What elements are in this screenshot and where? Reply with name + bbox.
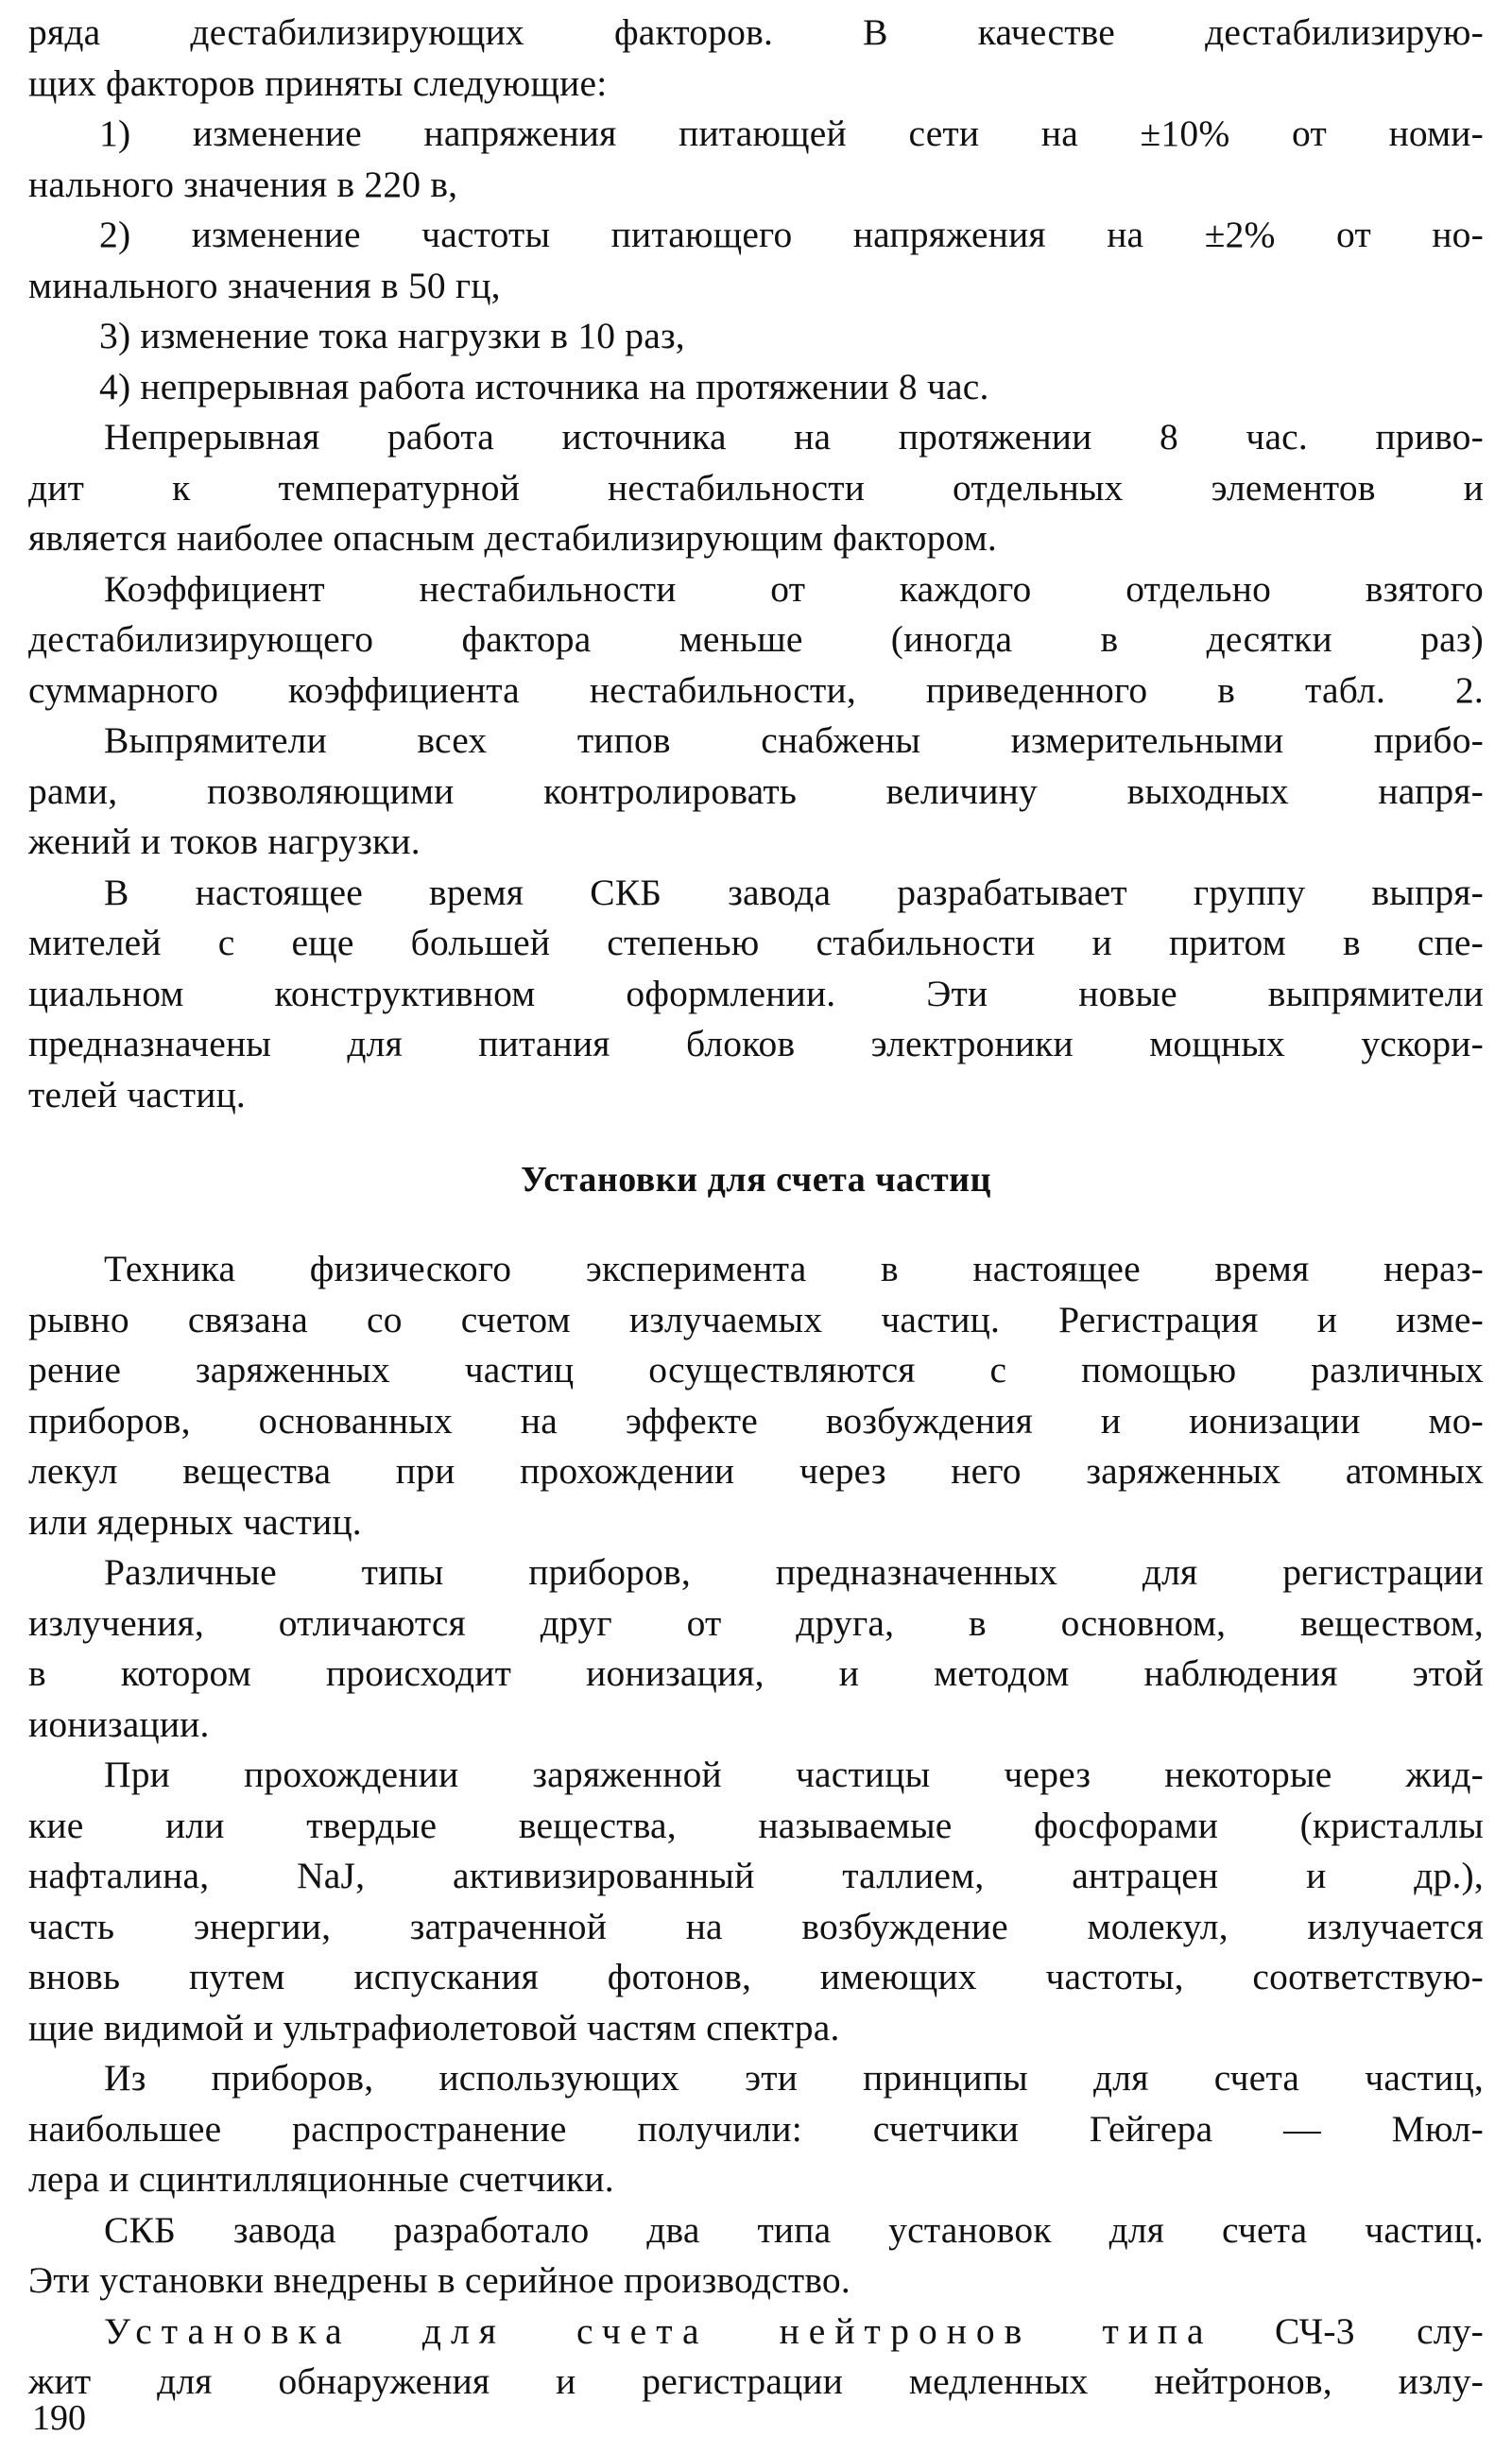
spaced-emphasis: Установка для счета нейтронов типа [104,2309,1213,2352]
text-line: излучения, отличаются друг от друга, в основном, веществом, [28,1601,1484,1644]
text-line: При прохождении заряженной частицы через некоторые жид- [104,1754,1484,1795]
text-line: циальном конструктивном оформлении. Эти новые выпрямители [28,972,1484,1014]
text-line: часть энергии, затраченной на возбуждение молекул, излучается [28,1905,1484,1947]
text-line: жений и токов нагрузки. [28,821,421,862]
text-line: щих факторов приняты следующие: [28,61,608,104]
text-line: является наиболее опасным дестабилизирующим фактором. [28,517,997,559]
text-line: СКБ завода разработало два типа установок для счета частиц. [104,2208,1484,2251]
text-line: нафталина, NaJ, активизированный таллием, антрацен и др.), [28,1855,1484,1896]
page-number: 190 [32,2398,86,2438]
text-line: суммарного коэффициента нестабильности, приведенного в табл. 2. [28,668,1484,711]
text-line: лекул вещества при прохождении через него заряженных атомных [28,1450,1484,1492]
text-line: Из приборов, использующих эти принципы для счета частиц, [104,2057,1484,2099]
text-line: ряда дестабилизирующих факторов. В качестве дестабилизирую- [28,11,1484,53]
text-line: Эти установки внедрены в серийное производство. [28,2259,850,2301]
text-line: приборов, основанных на эффекте возбуждения и ионизации мо- [28,1399,1484,1442]
section-heading: Установки для счета частиц [521,1160,991,1200]
text-line: Выпрямители всех типов снабжены измерительными прибо- [104,719,1484,761]
list-item: 2) изменение частоты питающего напряжения на ±2% от но- [99,214,1484,255]
text-line: дестабилизирующего фактора меньше (иногда в десятки раз) [28,618,1484,660]
text-block-top [28,8,1484,1120]
text-line: нального значения в 220 в, [28,163,458,205]
text-line: вновь путем испускания фотонов, имеющих частоты, соответствую- [28,1956,1484,1997]
text-line: наибольшее распространение получили: счетчики Гейгера — Мюл- [28,2107,1484,2150]
text-fragment: СЧ-3 слу- [1274,2309,1485,2352]
list-item: 1) изменение напряжения питающей сети на ±10% от номи- [99,112,1484,154]
text-line: жит для обнаружения и регистрации медленных нейтронов, излу- [28,2360,1484,2402]
text-line: Техника физического эксперимента в настоящее время нераз- [104,1248,1484,1289]
text-line: минального значения в 50 гц, [28,264,501,306]
text-block-bottom [28,1244,1484,2408]
text-line: Коэффициент нестабильности от каждого отдельно взятого [104,567,1484,610]
text-line: ионизации. [28,1702,210,1745]
text-line: предназначены для питания блоков электроники мощных ускори- [28,1023,1484,1064]
text-line: рами, позволяющими контролировать величину выходных напря- [28,769,1484,812]
list-item: 3) изменение тока нагрузки в 10 раз, [99,315,685,356]
text-line: кие или твердые вещества, называемые фосфорами (кристаллы [28,1804,1484,1846]
text-line: щие видимой и ультрафиолетовой частям спектра. [28,2006,840,2048]
text-line: Различные типы приборов, предназначенных для регистрации [104,1551,1484,1593]
text-line: мителей с еще большей степенью стабильности и притом в спе- [28,922,1484,963]
text-line: рение заряженных частиц осуществляются с помощью различных [28,1349,1484,1391]
list-item: 4) непрерывная работа источника на протяжении 8 час. [99,365,989,407]
text-line: телей частиц. [28,1073,246,1115]
text-line [28,2307,1484,2358]
text-line: Непрерывная работа источника на протяжении 8 час. приво- [104,416,1484,458]
text-line: лера и сцинтилляционные счетчики. [28,2158,614,2200]
text-line: в котором происходит ионизация, и методом наблюдения этой [28,1652,1484,1694]
text-line: дит к температурной нестабильности отдельных элементов и [28,466,1484,509]
text-line: В настоящее время СКБ завода разрабатывает группу выпря- [104,871,1484,913]
text-line: или ядерных частиц. [28,1500,362,1543]
text-line: рывно связана со счетом излучаемых частиц. Регистрация и изме- [28,1298,1484,1340]
